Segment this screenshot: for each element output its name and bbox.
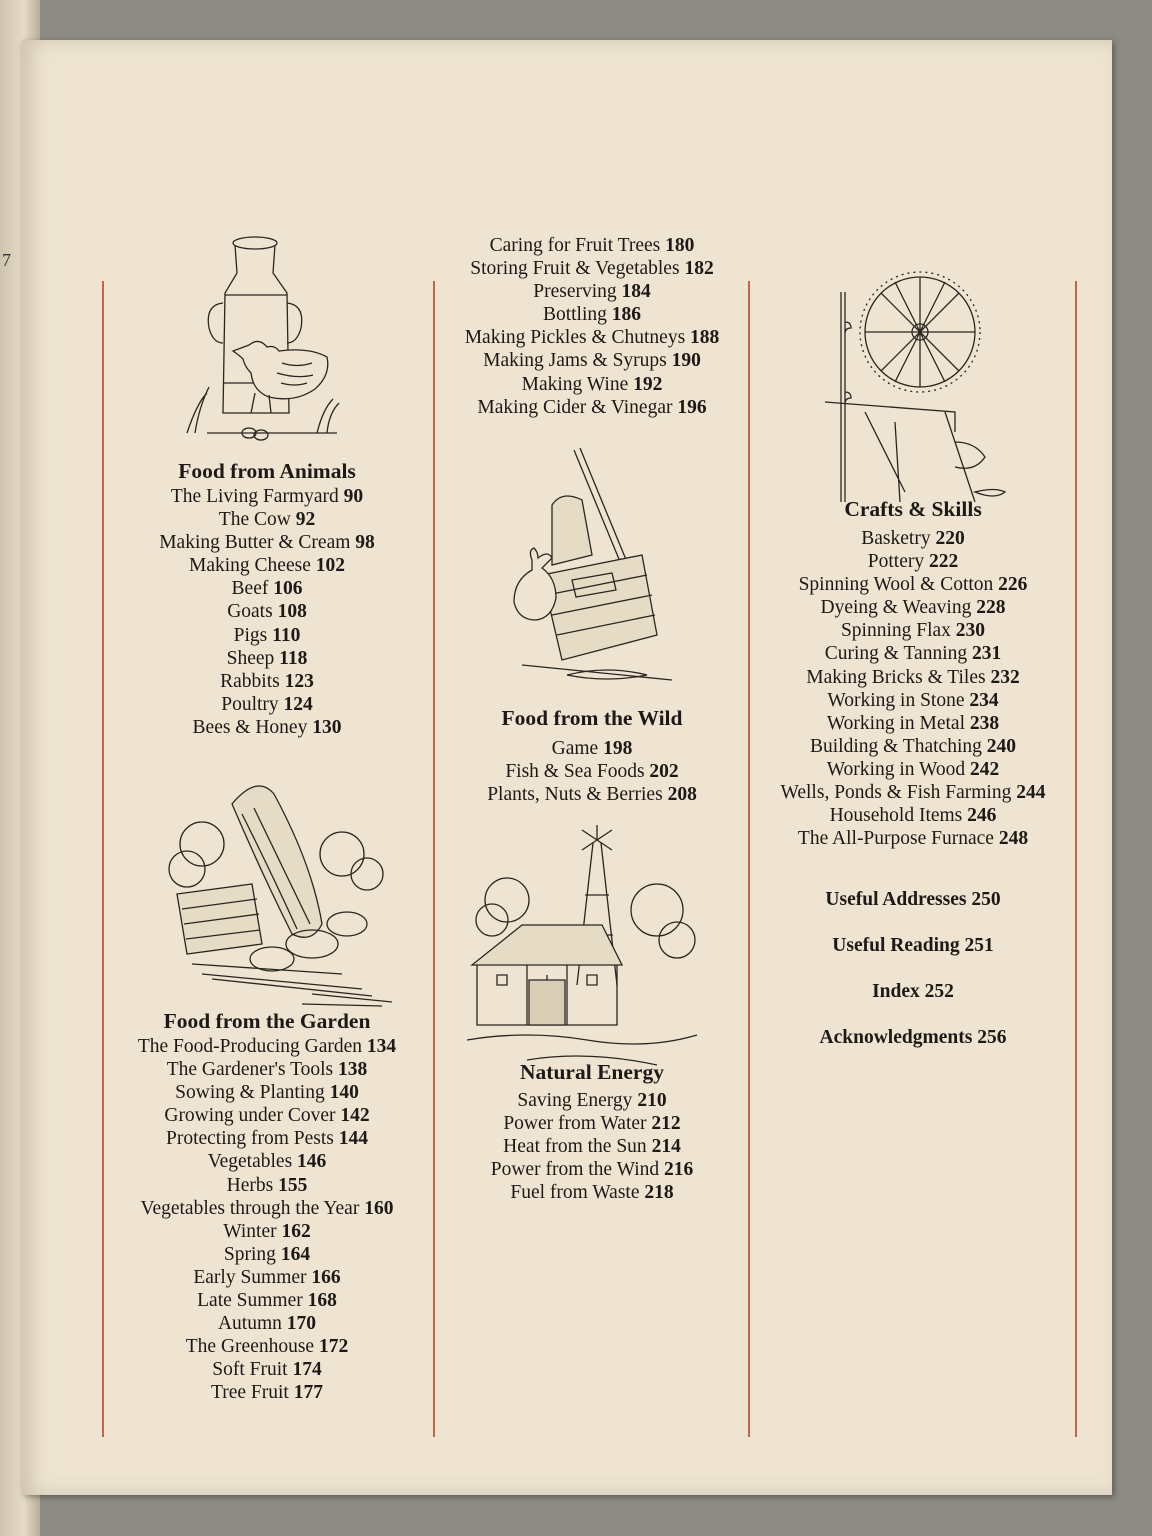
toc-entry[interactable]: [757, 642, 1069, 665]
toc-entry[interactable]: [112, 647, 422, 670]
toc-entry[interactable]: [112, 1266, 422, 1289]
toc-entry-page: 231: [971, 643, 1002, 665]
toc-entry-page: 155: [278, 1174, 308, 1196]
vegetables-basket-icon: [162, 774, 402, 1009]
toc-entry[interactable]: [757, 889, 1069, 935]
toc-entry-title: Curing & Tanning: [824, 643, 968, 665]
toc-entry-page: 250: [971, 889, 1001, 910]
toc-entry-page: 192: [633, 373, 663, 395]
toc-entry-title: Working in Wood: [826, 758, 966, 780]
toc-entry-title: Caring for Fruit Trees: [489, 235, 661, 256]
toc-entry-title: The Living Farmyard: [170, 486, 339, 507]
toc-entry-page: 172: [318, 1336, 349, 1358]
toc-entry[interactable]: [112, 1150, 422, 1173]
toc-entry-page: 240: [986, 735, 1016, 757]
toc-entry-page: 182: [684, 258, 714, 280]
section-food-from-the-garden-continued: [442, 234, 742, 419]
toc-entry-page: 160: [364, 1197, 394, 1219]
toc-entry[interactable]: [112, 1058, 422, 1081]
toc-entry-title: Fish & Sea Foods: [505, 761, 645, 783]
toc-entry-title: Acknowledgments: [819, 1027, 973, 1048]
toc-entry-page: 138: [338, 1059, 368, 1081]
toc-entry[interactable]: [757, 935, 1069, 981]
toc-entry[interactable]: [112, 1358, 422, 1381]
toc-entry-title: Soft Fruit: [212, 1359, 288, 1381]
toc-entry[interactable]: [112, 1312, 422, 1335]
toc-entry-title: Growing under Cover: [164, 1105, 336, 1127]
toc-entry[interactable]: [112, 1243, 422, 1266]
toc-entry[interactable]: [112, 577, 422, 600]
toc-entry-title: Heat from the Sun: [503, 1136, 647, 1158]
toc-entry-title: The Food-Producing Garden: [137, 1036, 363, 1057]
toc-entry-page: 190: [671, 350, 701, 372]
toc-entry-page: 230: [955, 620, 986, 642]
toc-entry[interactable]: [112, 531, 422, 554]
barn-windmill-icon: [467, 825, 702, 1070]
toc-entry[interactable]: [442, 303, 742, 326]
toc-entry-title: Autumn: [217, 1313, 282, 1335]
toc-entry-title: The Gardener's Tools: [166, 1059, 334, 1081]
toc-entry-title: Late Summer: [197, 1290, 303, 1312]
toc-entry-page: 242: [970, 758, 1000, 780]
toc-entry-title: The Cow: [218, 509, 291, 531]
toc-entry-page: 202: [649, 761, 679, 783]
toc-entry-page: 164: [280, 1243, 311, 1265]
section-heading: Food from Animals: [178, 459, 356, 483]
section-food-from-animals: [112, 459, 422, 739]
toc-entry-page: 246: [967, 805, 997, 827]
toc-entry-title: Protecting from Pests: [165, 1128, 334, 1150]
toc-entry-title: Sowing & Planting: [175, 1082, 325, 1104]
toc-entry[interactable]: [112, 485, 422, 508]
toc-entry[interactable]: [112, 1220, 422, 1243]
toc-entry[interactable]: [757, 596, 1069, 619]
toc-entry[interactable]: [442, 760, 742, 783]
toc-entry-page: 130: [312, 716, 342, 738]
toc-entry[interactable]: [757, 666, 1069, 689]
toc-entry-title: Useful Reading: [832, 935, 960, 956]
toc-entry-title: The All-Purpose Furnace: [797, 828, 994, 850]
toc-entry-title: Spinning Wool & Cotton: [798, 574, 994, 596]
toc-entry-page: 222: [928, 551, 959, 573]
toc-entry-title: Bees & Honey: [192, 716, 308, 738]
toc-entry-page: 186: [611, 304, 642, 326]
toc-entry-page: 208: [667, 784, 697, 806]
toc-entry[interactable]: [757, 619, 1069, 642]
toc-entry-page: 234: [969, 689, 999, 711]
toc-entry-title: Wells, Ponds & Fish Farming: [780, 782, 1012, 804]
toc-entry[interactable]: [442, 1181, 742, 1204]
section-food-from-the-garden: [112, 1009, 422, 1405]
toc-entry[interactable]: [757, 712, 1069, 735]
toc-entry-title: Index: [872, 981, 920, 1002]
toc-entry[interactable]: [112, 624, 422, 647]
toc-entry-title: Making Pickles & Chutneys: [464, 327, 686, 349]
toc-entry[interactable]: [757, 827, 1069, 850]
toc-entry-page: 252: [924, 981, 954, 1002]
toc-entry-page: 134: [366, 1036, 397, 1057]
toc-entry-title: Game: [551, 738, 599, 759]
section-crafts-and-skills: [757, 497, 1069, 850]
spinning-wheel-icon: [805, 262, 1015, 512]
toc-entry[interactable]: [757, 573, 1069, 596]
toc-entry-page: 106: [273, 578, 303, 600]
toc-entry-page: 162: [281, 1220, 311, 1242]
section-natural-energy: [442, 1060, 742, 1204]
toc-entry-page: 110: [272, 624, 301, 646]
toc-entry-page: 166: [311, 1266, 341, 1288]
toc-entry-title: Spinning Flax: [840, 620, 951, 642]
toc-entry-title: Bottling: [542, 304, 607, 326]
toc-entry-title: Working in Stone: [827, 689, 965, 711]
toc-entry-title: Dyeing & Weaving: [820, 597, 972, 619]
toc-entry[interactable]: [757, 550, 1069, 573]
toc-entry-page: 218: [644, 1182, 674, 1204]
toc-entry-title: Winter: [223, 1220, 277, 1242]
toc-entry-page: 170: [286, 1313, 317, 1335]
toc-entry[interactable]: [112, 1197, 422, 1220]
toc-entry-title: Pigs: [233, 624, 268, 646]
toc-entry-title: Power from the Wind: [490, 1159, 660, 1181]
toc-entry-title: Pottery: [867, 551, 925, 573]
section-heading: Food from the Wild: [501, 706, 683, 730]
toc-entry[interactable]: [442, 349, 742, 372]
section-food-from-the-wild: [442, 706, 742, 806]
toc-entry[interactable]: [112, 508, 422, 531]
toc-entry-title: Tree Fruit: [211, 1382, 289, 1404]
toc-entry-page: 140: [329, 1082, 359, 1104]
toc-entry[interactable]: [112, 670, 422, 693]
toc-entry-page: 212: [651, 1113, 681, 1135]
toc-entry[interactable]: [442, 234, 742, 257]
toc-entry[interactable]: [442, 373, 742, 396]
toc-entry[interactable]: [757, 735, 1069, 758]
toc-entry[interactable]: [442, 737, 742, 760]
toc-entry-title: Making Wine: [521, 373, 629, 395]
toc-entry-page: 220: [935, 528, 965, 549]
toc-entry-title: Basketry: [861, 528, 931, 549]
toc-entry[interactable]: [757, 981, 1069, 1027]
toc-entry-page: 146: [297, 1151, 327, 1173]
toc-entry-page: 92: [295, 509, 316, 531]
fishing-creel-rabbit-icon: [492, 445, 692, 690]
toc-entry-page: 90: [343, 486, 364, 507]
toc-entry[interactable]: [757, 758, 1069, 781]
toc-entry-title: Making Cheese: [189, 555, 311, 577]
toc-entry-page: 98: [355, 532, 375, 554]
toc-entry-title: Making Jams & Syrups: [483, 350, 667, 372]
toc-entry-title: Goats: [227, 601, 273, 623]
toc-entry-title: Poultry: [221, 693, 279, 715]
toc-entry[interactable]: [442, 326, 742, 349]
toc-entry[interactable]: [757, 781, 1069, 804]
toc-entry-title: Useful Addresses: [825, 889, 967, 910]
toc-entry-page: 108: [277, 601, 307, 623]
toc-entry[interactable]: [442, 783, 742, 806]
toc-entry[interactable]: [442, 1112, 742, 1135]
toc-entry[interactable]: [757, 1027, 1069, 1073]
toc-entry-title: Fuel from Waste: [510, 1182, 640, 1204]
toc-entry-title: Rabbits: [220, 670, 280, 692]
toc-entry-title: Beef: [231, 578, 269, 600]
column-rule-right: [748, 281, 750, 1437]
toc-entry-page: 251: [964, 935, 994, 956]
toc-entry[interactable]: [757, 804, 1069, 827]
toc-entry-page: 232: [990, 666, 1020, 688]
toc-entry-page: 184: [621, 281, 651, 303]
toc-entry[interactable]: [112, 1335, 422, 1358]
toc-entry-page: 174: [292, 1359, 322, 1381]
toc-entry-title: Power from Water: [503, 1113, 647, 1135]
toc-entry-page: 124: [283, 693, 313, 715]
milk-churn-hen-icon: [177, 233, 357, 443]
toc-entry-title: Herbs: [226, 1174, 274, 1196]
toc-entry-page: 188: [690, 327, 720, 349]
toc-entry[interactable]: [112, 1035, 422, 1058]
toc-entry[interactable]: [442, 257, 742, 280]
toc-entry-page: 238: [969, 712, 1000, 734]
toc-entry[interactable]: [112, 1289, 422, 1312]
toc-entry-title: The Greenhouse: [185, 1336, 315, 1358]
toc-entry[interactable]: [112, 693, 422, 716]
toc-entry-page: 102: [315, 555, 345, 577]
toc-entry-page: 144: [338, 1128, 369, 1150]
toc-entry[interactable]: [442, 396, 742, 419]
toc-entry[interactable]: [757, 527, 1069, 550]
section-heading: Crafts & Skills: [844, 497, 982, 521]
toc-entry[interactable]: [442, 1158, 742, 1181]
toc-entry-title: Sheep: [226, 647, 275, 669]
toc-entry-title: Making Butter & Cream: [159, 532, 351, 554]
toc-entry-page: 214: [651, 1136, 681, 1158]
toc-entry-title: Building & Thatching: [809, 735, 982, 757]
toc-entry[interactable]: [112, 554, 422, 577]
toc-entry-title: Working in Metal: [826, 712, 966, 734]
toc-entry[interactable]: [442, 1135, 742, 1158]
section-heading: Food from the Garden: [163, 1009, 371, 1033]
back-matter-list: [757, 889, 1069, 1073]
toc-entry-title: Storing Fruit & Vegetables: [470, 258, 680, 280]
toc-entry-page: 248: [998, 828, 1029, 850]
column-rule-left: [102, 281, 104, 1437]
contents-page: [22, 40, 1112, 1495]
toc-entry-page: 226: [998, 574, 1028, 596]
toc-entry[interactable]: [112, 716, 422, 739]
toc-entry[interactable]: [757, 689, 1069, 712]
toc-entry[interactable]: [112, 1104, 422, 1127]
previous-page-number: 7: [2, 250, 11, 270]
toc-entry[interactable]: [112, 1081, 422, 1104]
toc-entry-title: Early Summer: [193, 1266, 307, 1288]
toc-entry-title: Spring: [223, 1243, 276, 1265]
toc-entry-title: Vegetables: [207, 1151, 293, 1173]
toc-entry-page: 142: [340, 1105, 370, 1127]
toc-entry-page: 216: [664, 1159, 694, 1181]
toc-entry-title: Plants, Nuts & Berries: [487, 784, 663, 806]
toc-entry-title: Making Cider & Vinegar: [477, 396, 673, 418]
toc-entry-title: Household Items: [829, 805, 963, 827]
toc-entry-page: 180: [665, 235, 695, 256]
toc-entry-page: 118: [279, 647, 308, 669]
toc-entry-page: 196: [677, 396, 707, 418]
toc-entry-title: Preserving: [533, 281, 617, 303]
toc-entry[interactable]: [442, 1089, 742, 1112]
toc-entry[interactable]: [112, 1174, 422, 1197]
toc-entry-title: Making Bricks & Tiles: [806, 666, 986, 688]
toc-entry-page: 177: [293, 1382, 323, 1404]
toc-entry-page: 123: [284, 670, 314, 692]
toc-entry-page: 228: [976, 597, 1006, 619]
toc-entry[interactable]: [442, 280, 742, 303]
toc-entry-title: Saving Energy: [517, 1090, 633, 1111]
toc-entry-page: 198: [603, 738, 633, 759]
toc-entry-page: 256: [977, 1027, 1007, 1048]
toc-entry-page: 210: [637, 1090, 667, 1111]
toc-entry[interactable]: [112, 1127, 422, 1150]
toc-entry-page: 168: [307, 1290, 337, 1312]
toc-entry-page: 244: [1016, 782, 1046, 804]
toc-entry[interactable]: [112, 1381, 422, 1404]
column-rule-far-right: [1075, 281, 1077, 1437]
toc-entry[interactable]: [112, 600, 422, 623]
section-heading: Natural Energy: [520, 1060, 664, 1084]
toc-entry-title: Vegetables through the Year: [140, 1197, 360, 1219]
column-rule-middle: [433, 281, 435, 1437]
